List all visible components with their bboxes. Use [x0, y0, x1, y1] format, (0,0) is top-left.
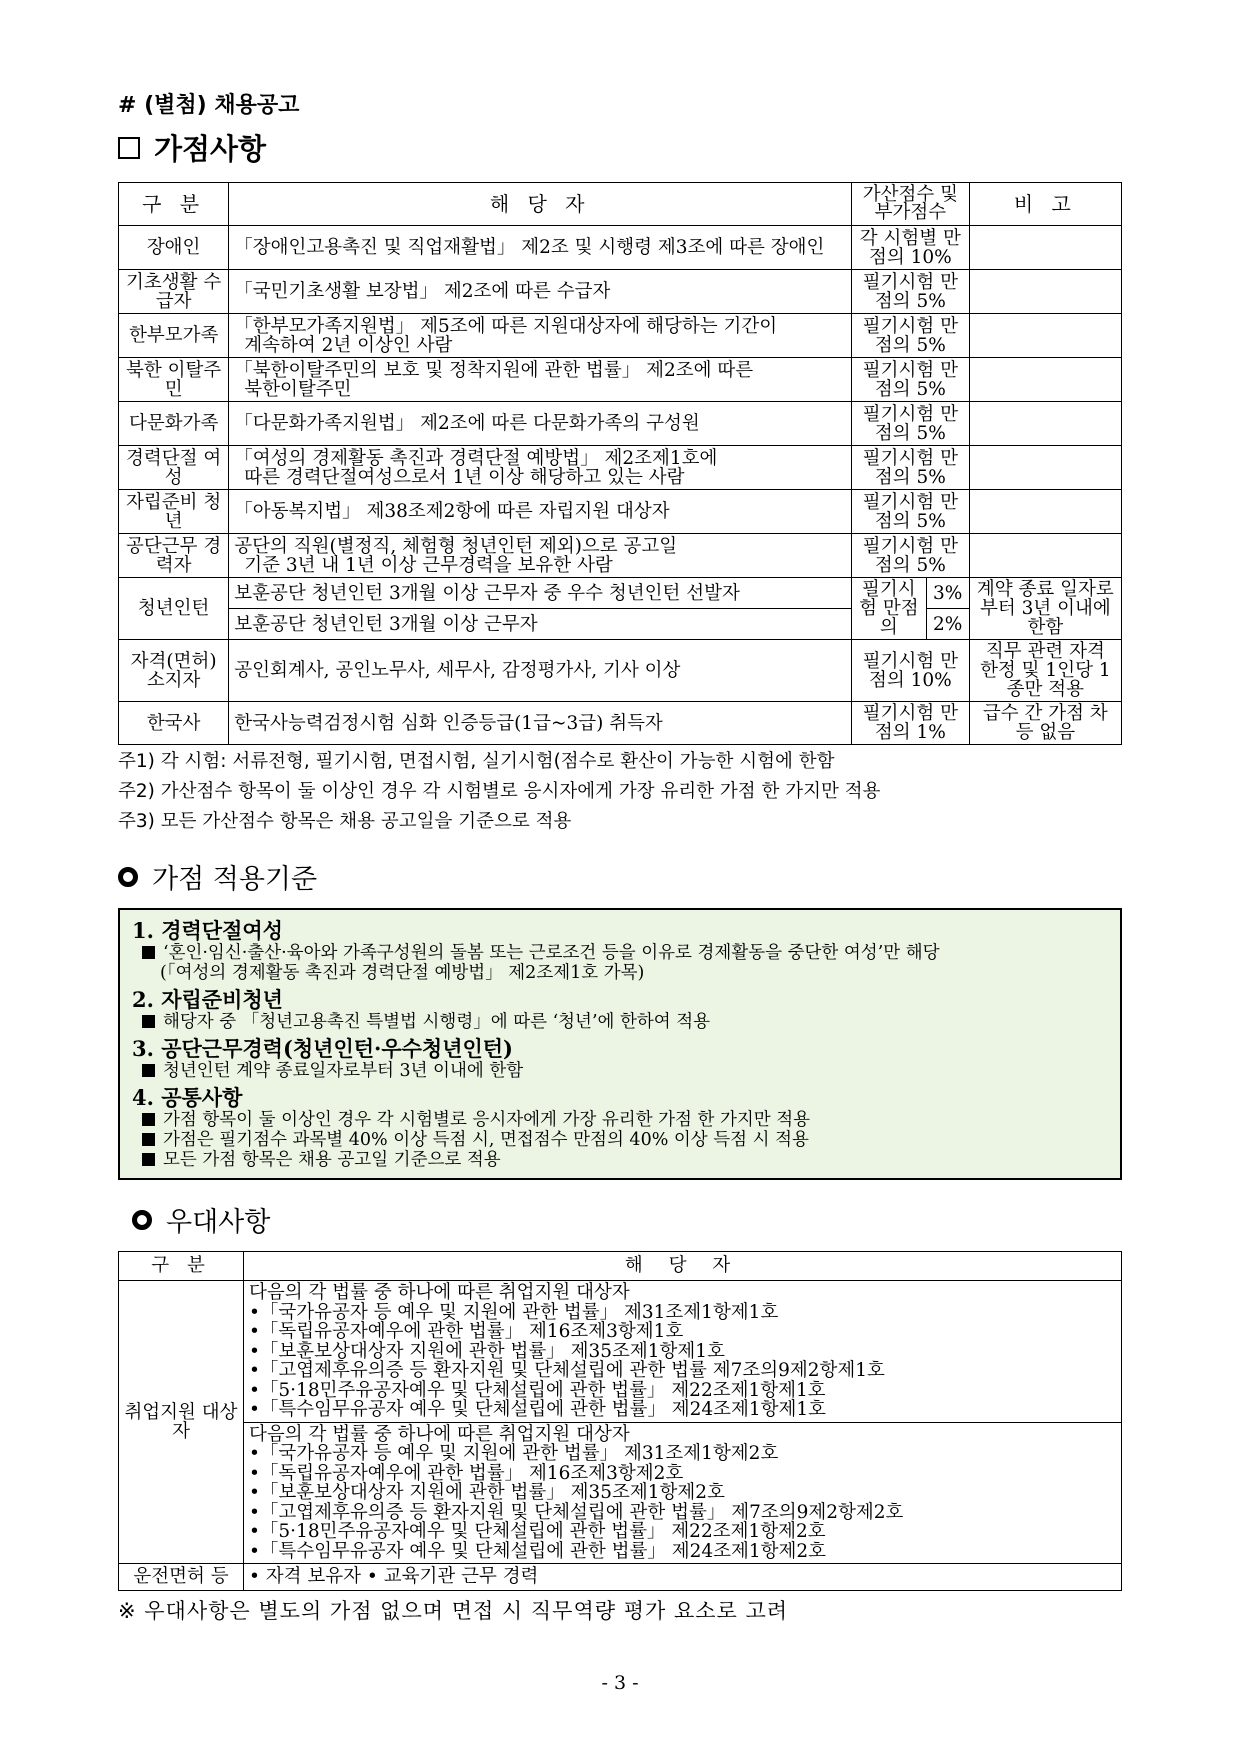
employment-block-2	[244, 1422, 1122, 1564]
row-target-line1: 「여성의 경제활동 촉진과 경력단절 예방법」 제2조제1호에	[234, 447, 718, 469]
table-row	[119, 534, 1122, 578]
row-points: 각 시험별 만점의 10%	[852, 226, 970, 270]
list-item: •「국가유공자 등 예우 및 지원에 관한 법률」 제31조제1항제1호	[249, 1301, 779, 1323]
square-bullet-icon	[142, 1064, 155, 1077]
employment-block-1	[244, 1281, 1122, 1423]
criteria-heading: 2. 자립준비청년	[132, 987, 283, 1012]
pref-header-category: 구 분	[119, 1252, 244, 1281]
row-target-line1: 「북한이탈주민의 보호 및 정착지원에 관한 법률」 제2조에 따른	[234, 359, 754, 381]
criteria-title-text: 가점 적용기준	[152, 864, 318, 895]
table-row	[119, 1564, 1122, 1591]
row-target-line1: 「한부모가족지원법」 제5조에 따른 지원대상자에 해당하는 기간이	[234, 315, 778, 337]
bonus-notes	[118, 747, 1122, 837]
list-item: •「국가유공자 등 예우 및 지원에 관한 법률」 제31조제1항제2호	[249, 1443, 779, 1464]
table-row	[119, 640, 1122, 702]
criteria-item: 해당자 중 「청년고용촉진 특별법 시행령」에 따른 ‘청년’에 한하여 적용	[132, 1012, 1110, 1032]
list-item: •「고엽제후유의증 등 환자지원 및 단체설립에 관한 법률」 제7조의9제2항제2호	[249, 1501, 904, 1523]
table-row	[119, 446, 1122, 490]
row-remark	[969, 446, 1121, 490]
intern-category: 청년인턴	[119, 578, 229, 640]
intern-pct-a: 3%	[926, 578, 969, 609]
circle-bullet-icon	[132, 1210, 152, 1230]
row-target	[229, 534, 852, 578]
table-row	[119, 702, 1122, 745]
row-points: 필기시험 만점의 1%	[852, 702, 970, 745]
intern-target-a: 보훈공단 청년인턴 3개월 이상 근무자 중 우수 청년인턴 선발자	[229, 578, 852, 609]
square-bullet-icon	[142, 1113, 155, 1126]
bonus-table-header	[119, 183, 1122, 226]
row-category: 장애인	[119, 226, 229, 270]
criteria-heading: 3. 공단근무경력(청년인턴·우수청년인턴)	[132, 1036, 513, 1061]
row-remark: 급수 간 가점 차등 없음	[969, 702, 1121, 745]
row-category: 다문화가족	[119, 402, 229, 446]
header-category: 구 분	[119, 183, 229, 226]
table-row	[119, 314, 1122, 358]
list-item: •「독립유공자예우에 관한 법률」 제16조제3항제1호	[249, 1321, 684, 1342]
criteria-heading: 4. 공통사항	[132, 1085, 243, 1110]
row-target: 「국민기초생활 보장법」 제2조에 따른 수급자	[229, 270, 852, 314]
table-row	[119, 358, 1122, 402]
intern-remark: 계약 종료 일자로부터 3년 이내에 한함	[969, 578, 1121, 640]
row-category: 자격(면허) 소지자	[119, 640, 229, 702]
row-remark	[969, 358, 1121, 402]
preference-table	[118, 1251, 1122, 1591]
row-target-line2: 북한이탈주민	[244, 378, 352, 400]
table-row	[119, 490, 1122, 534]
header-remark: 비 고	[969, 183, 1121, 226]
list-item: •「특수임무유공자 예우 및 단체설립에 관한 법률」 제24조제1항제2호	[249, 1540, 827, 1562]
row-target-line2: 계속하여 2년 이상인 사람	[244, 334, 453, 356]
bonus-title-text: 가점사항	[154, 132, 267, 166]
row-points: 필기시험 만점의 5%	[852, 314, 970, 358]
row-target: 「장애인고용촉진 및 직업재활법」 제2조 및 시행령 제3조에 따른 장애인	[229, 226, 852, 270]
square-bullet-icon	[142, 1153, 155, 1166]
criteria-item: 청년인턴 계약 종료일자로부터 3년 이내에 한함	[132, 1061, 1110, 1081]
row-category: 경력단절 여성	[119, 446, 229, 490]
table-row	[119, 1281, 1122, 1423]
document-page	[118, 88, 1122, 1625]
preference-section-title	[132, 1200, 1122, 1239]
criteria-item-cont: (「여성의 경제활동 촉진과 경력단절 예방법」 제2조제1호 가목)	[160, 963, 645, 983]
square-bullet-icon	[142, 1133, 155, 1146]
row-points: 필기시험 만점의 5%	[852, 358, 970, 402]
employment-category: 취업지원 대상자	[119, 1281, 244, 1564]
preference-title-text: 우대사항	[166, 1207, 271, 1238]
preference-footnote: ※ 우대사항은 별도의 가점 없으며 면접 시 직무역량 평가 요소로 고려	[118, 1599, 789, 1623]
row-remark	[969, 402, 1121, 446]
row-points: 필기시험 만점의 5%	[852, 446, 970, 490]
list-item: 다음의 각 법률 중 하나에 따른 취업지원 대상자	[249, 1423, 630, 1445]
list-item: •「보훈보상대상자 지원에 관한 법률」 제35조제1항제2호	[249, 1482, 725, 1503]
intern-target-b: 보훈공단 청년인턴 3개월 이상 근무자	[229, 609, 852, 640]
row-target: 한국사능력검정시험 심화 인증등급(1급~3급) 취득자	[229, 702, 852, 745]
row-target: 공인회계사, 공인노무사, 세무사, 감정평가사, 기사 이상	[229, 640, 852, 702]
row-remark: 직무 관련 자격 한정 및 1인당 1종만 적용	[969, 640, 1121, 702]
row-target	[229, 314, 852, 358]
table-row	[119, 402, 1122, 446]
row-points: 필기시험 만점의 5%	[852, 490, 970, 534]
row-target	[229, 446, 852, 490]
page-heading: # (별첨) 채용공고	[118, 93, 300, 118]
criteria-heading: 1. 경력단절여성	[132, 918, 283, 943]
criteria-section-title	[118, 857, 1122, 896]
row-points: 필기시험 만점의 5%	[852, 402, 970, 446]
bonus-table	[118, 182, 1122, 745]
criteria-item: 가점은 필기점수 과목별 40% 이상 득점 시, 면접점수 만점의 40% 이상 득점 시 적용	[132, 1130, 1110, 1150]
table-row	[119, 226, 1122, 270]
row-remark	[969, 490, 1121, 534]
row-category: 자립준비 청년	[119, 490, 229, 534]
square-bullet-icon	[142, 946, 155, 959]
list-item: 다음의 각 법률 중 하나에 따른 취업지원 대상자	[249, 1282, 630, 1303]
pref-header-target: 해 당 자	[244, 1252, 1122, 1281]
criteria-item: ‘혼인·임신·출산·육아와 가족구성원의 돌봄 또는 근로조건 등을 이유로 경제활동을 중단한 여성’만 해당	[132, 943, 1110, 963]
table-row	[119, 1422, 1122, 1564]
row-target-line2: 따른 경력단절여성으로서 1년 이상 해당하고 있는 사람	[244, 466, 685, 488]
table-row	[119, 270, 1122, 314]
row-target-line2: 기준 3년 내 1년 이상 근무경력을 보유한 사람	[244, 554, 613, 576]
row-points: 필기시험 만점의 5%	[852, 270, 970, 314]
page-number: - 3 -	[601, 1672, 639, 1694]
row-category: 공단근무 경력자	[119, 534, 229, 578]
row-category: 기초생활 수급자	[119, 270, 229, 314]
note-3: 주3) 모든 가산점수 항목은 채용 공고일을 기준으로 적용	[118, 811, 572, 832]
list-item: •「고엽제후유의증 등 환자지원 및 단체설립에 관한 법률 제7조의9제2항제1호	[249, 1360, 885, 1381]
header-target: 해 당 자	[229, 183, 852, 226]
criteria-item: 가점 항목이 둘 이상인 경우 각 시험별로 응시자에게 가장 유리한 가점 한 가지만 적용	[132, 1110, 1110, 1130]
preference-table-header	[119, 1252, 1122, 1281]
bonus-section-title	[118, 127, 1122, 168]
row-remark	[969, 314, 1121, 358]
list-item: •「5·18민주유공자예우 및 단체설립에 관한 법률」 제22조제1항제1호	[249, 1379, 826, 1401]
list-item: •「특수임무유공자 예우 및 단체설립에 관한 법률」 제24조제1항제1호	[249, 1399, 827, 1420]
row-target-line1: 공단의 직원(별정직, 체험형 청년인턴 제외)으로 공고일	[234, 535, 678, 557]
criteria-item: 모든 가점 항목은 채용 공고일 기준으로 적용	[132, 1150, 1110, 1170]
note-2: 주2) 가산점수 항목이 둘 이상인 경우 각 시험별로 응시자에게 가장 유리한 가점 한 가지만 적용	[118, 781, 881, 802]
list-item: •「보훈보상대상자 지원에 관한 법률」 제35조제1항제1호	[249, 1340, 725, 1362]
square-bullet-icon	[142, 1015, 155, 1028]
circle-bullet-icon	[118, 867, 138, 887]
row-remark	[969, 226, 1121, 270]
header-points: 가산점수 및 부가점수	[852, 183, 970, 226]
license-target: • 자격 보유자 • 교육기관 근무 경력	[244, 1564, 1122, 1591]
note-1: 주1) 각 시험: 서류전형, 필기시험, 면접시험, 실기시험(점수로 환산이 가능한 시험에 한함	[118, 751, 835, 772]
row-category: 북한 이탈주민	[119, 358, 229, 402]
criteria-box	[118, 908, 1122, 1180]
row-target: 「다문화가족지원법」 제2조에 따른 다문화가족의 구성원	[229, 402, 852, 446]
list-item: •「5·18민주유공자예우 및 단체설립에 관한 법률」 제22조제1항제2호	[249, 1521, 826, 1542]
license-category: 운전면허 등	[119, 1564, 244, 1591]
row-target: 「아동복지법」 제38조제2항에 따른 자립지원 대상자	[229, 490, 852, 534]
row-remark	[969, 534, 1121, 578]
row-category: 한국사	[119, 702, 229, 745]
row-remark	[969, 270, 1121, 314]
list-item: •「독립유공자예우에 관한 법률」 제16조제3항제2호	[249, 1462, 684, 1484]
intern-points-label: 필기시험 만점의	[852, 578, 927, 640]
intern-pct-b: 2%	[926, 609, 969, 640]
row-points: 필기시험 만점의 5%	[852, 534, 970, 578]
table-row-intern-a	[119, 578, 1122, 609]
row-category: 한부모가족	[119, 314, 229, 358]
row-points: 필기시험 만점의 10%	[852, 640, 970, 702]
row-target	[229, 358, 852, 402]
square-box-icon	[118, 137, 140, 159]
